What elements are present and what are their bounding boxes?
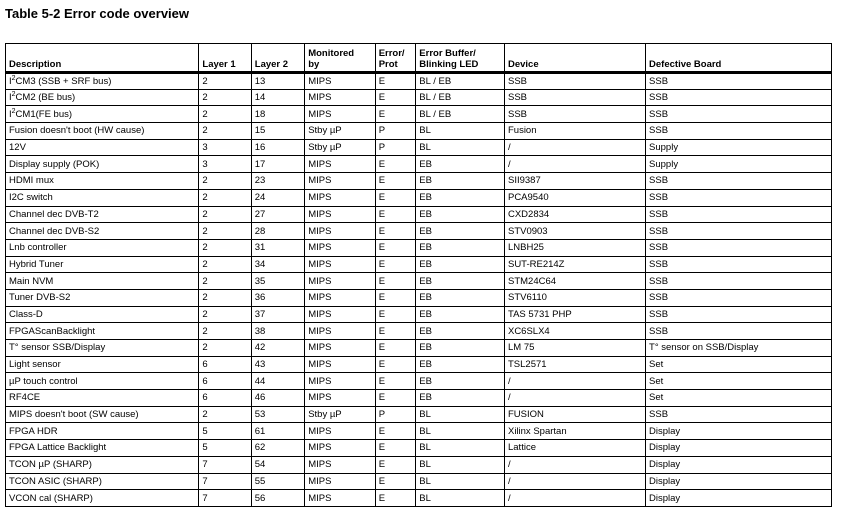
column-header-layer2: Layer 2 [251, 44, 304, 73]
cell-layer2: 34 [251, 256, 304, 273]
cell-error-buffer: EB [416, 256, 505, 273]
cell-layer1: 2 [199, 239, 251, 256]
cell-layer1: 2 [199, 73, 251, 90]
error-code-table [5, 43, 832, 507]
cell-layer2: 15 [251, 123, 304, 140]
cell-description: TCON µP (SHARP) [6, 456, 199, 473]
cell-layer2: 13 [251, 73, 304, 90]
cell-description: $I^2CM1(FE$ bus) [6, 106, 199, 123]
cell-layer2: 31 [251, 239, 304, 256]
cell-device: / [504, 456, 645, 473]
cell-description: RF4CE [6, 390, 199, 407]
cell-error-buffer: EB [416, 323, 505, 340]
cell-description: Tuner DVB-S2 [6, 289, 199, 306]
cell-error-buffer: BL [416, 456, 505, 473]
cell-device: STM24C64 [504, 273, 645, 290]
cell-defective-board: Display [646, 456, 832, 473]
cell-layer1: 2 [199, 273, 251, 290]
cell-monitored-by: MIPS [305, 239, 376, 256]
cell-error-prot: E [375, 73, 416, 90]
cell-error-prot: E [375, 106, 416, 123]
cell-error-buffer: BL / EB [416, 73, 505, 90]
cell-error-prot: E [375, 323, 416, 340]
cell-device: SII9387 [504, 173, 645, 190]
cell-device: LM 75 [504, 340, 645, 357]
cell-error-prot: E [375, 156, 416, 173]
cell-description: HDMI mux [6, 173, 199, 190]
cell-device: SUT-RE214Z [504, 256, 645, 273]
cell-layer2: 17 [251, 156, 304, 173]
table-header [6, 44, 832, 73]
cell-layer1: 2 [199, 306, 251, 323]
cell-layer1: 5 [199, 440, 251, 457]
cell-layer2: 43 [251, 356, 304, 373]
cell-error-prot: P [375, 139, 416, 156]
cell-device: SSB [504, 73, 645, 90]
cell-error-prot: E [375, 273, 416, 290]
cell-description: T° sensor SSB/Display [6, 340, 199, 357]
cell-error-prot: E [375, 373, 416, 390]
cell-layer2: 18 [251, 106, 304, 123]
cell-layer2: 38 [251, 323, 304, 340]
cell-layer2: 36 [251, 289, 304, 306]
cell-defective-board: SSB [646, 273, 832, 290]
cell-layer2: 28 [251, 223, 304, 240]
cell-monitored-by: MIPS [305, 490, 376, 507]
cell-error-buffer: EB [416, 390, 505, 407]
table-row [6, 239, 832, 256]
cell-monitored-by: MIPS [305, 340, 376, 357]
table-body [6, 73, 832, 507]
table-row [6, 106, 832, 123]
cell-monitored-by: Stby µP [305, 406, 376, 423]
header-row [6, 44, 832, 73]
cell-error-prot: E [375, 306, 416, 323]
cell-layer1: 3 [199, 156, 251, 173]
cell-description: VCON cal (SHARP) [6, 490, 199, 507]
cell-description: µP touch control [6, 373, 199, 390]
cell-description: 12V [6, 139, 199, 156]
cell-description: FPGA Lattice Backlight [6, 440, 199, 457]
cell-device: STV0903 [504, 223, 645, 240]
cell-device: CXD2834 [504, 206, 645, 223]
cell-error-prot: E [375, 89, 416, 106]
cell-error-buffer: EB [416, 156, 505, 173]
cell-monitored-by: Stby µP [305, 123, 376, 140]
cell-defective-board: Display [646, 423, 832, 440]
cell-description: TCON ASIC (SHARP) [6, 473, 199, 490]
cell-error-prot: E [375, 289, 416, 306]
cell-layer2: 44 [251, 373, 304, 390]
cell-description: FPGAScanBacklight [6, 323, 199, 340]
cell-layer1: 2 [199, 173, 251, 190]
cell-defective-board: Set [646, 373, 832, 390]
cell-device: SSB [504, 106, 645, 123]
cell-device: LNBH25 [504, 239, 645, 256]
cell-error-buffer: BL [416, 406, 505, 423]
cell-device: SSB [504, 89, 645, 106]
cell-layer1: 2 [199, 223, 251, 240]
cell-layer1: 2 [199, 323, 251, 340]
cell-error-buffer: BL [416, 123, 505, 140]
cell-error-prot: E [375, 440, 416, 457]
cell-device: / [504, 139, 645, 156]
cell-layer2: 61 [251, 423, 304, 440]
table-row [6, 456, 832, 473]
cell-error-prot: E [375, 423, 416, 440]
cell-layer1: 6 [199, 373, 251, 390]
cell-description: Lnb controller [6, 239, 199, 256]
cell-layer2: 54 [251, 456, 304, 473]
cell-layer1: 7 [199, 456, 251, 473]
cell-description: MIPS doesn't boot (SW cause) [6, 406, 199, 423]
cell-description: FPGA HDR [6, 423, 199, 440]
cell-defective-board: Display [646, 490, 832, 507]
cell-layer1: 2 [199, 289, 251, 306]
cell-defective-board: SSB [646, 323, 832, 340]
cell-error-prot: E [375, 356, 416, 373]
cell-layer2: 53 [251, 406, 304, 423]
table-row [6, 423, 832, 440]
cell-layer2: 27 [251, 206, 304, 223]
cell-defective-board: Set [646, 390, 832, 407]
cell-error-prot: E [375, 390, 416, 407]
cell-error-prot: P [375, 123, 416, 140]
table-row [6, 206, 832, 223]
cell-layer2: 35 [251, 273, 304, 290]
cell-defective-board: SSB [646, 223, 832, 240]
cell-device: / [504, 373, 645, 390]
cell-monitored-by: MIPS [305, 173, 376, 190]
cell-error-buffer: EB [416, 289, 505, 306]
cell-description: $I^2CM3$ (SSB + SRF bus) [6, 73, 199, 90]
cell-error-prot: P [375, 406, 416, 423]
cell-monitored-by: MIPS [305, 373, 376, 390]
table-title: Table 5-2 Error code overview [5, 6, 189, 21]
cell-defective-board: SSB [646, 306, 832, 323]
cell-monitored-by: MIPS [305, 89, 376, 106]
cell-defective-board: SSB [646, 73, 832, 90]
cell-error-prot: E [375, 256, 416, 273]
table-row [6, 256, 832, 273]
cell-error-buffer: EB [416, 239, 505, 256]
cell-error-buffer: EB [416, 206, 505, 223]
cell-layer2: 55 [251, 473, 304, 490]
cell-layer1: 2 [199, 106, 251, 123]
cell-layer2: 14 [251, 89, 304, 106]
table-row [6, 406, 832, 423]
table-row [6, 223, 832, 240]
cell-error-buffer: EB [416, 340, 505, 357]
table-row [6, 273, 832, 290]
cell-layer1: 2 [199, 89, 251, 106]
column-header-device: Device [504, 44, 645, 73]
column-header-description: Description [6, 44, 199, 73]
cell-description: Channel dec DVB-T2 [6, 206, 199, 223]
cell-monitored-by: MIPS [305, 189, 376, 206]
cell-layer2: 24 [251, 189, 304, 206]
cell-defective-board: SSB [646, 189, 832, 206]
cell-description: Channel dec DVB-S2 [6, 223, 199, 240]
cell-layer1: 2 [199, 340, 251, 357]
table-row [6, 173, 832, 190]
cell-error-buffer: EB [416, 173, 505, 190]
cell-defective-board: SSB [646, 206, 832, 223]
cell-defective-board: SSB [646, 289, 832, 306]
cell-monitored-by: MIPS [305, 356, 376, 373]
cell-defective-board: Supply [646, 156, 832, 173]
cell-defective-board: T° sensor on SSB/Display [646, 340, 832, 357]
cell-error-buffer: BL [416, 473, 505, 490]
cell-error-prot: E [375, 340, 416, 357]
cell-monitored-by: MIPS [305, 456, 376, 473]
cell-error-prot: E [375, 189, 416, 206]
column-header-monitored-by: Monitored by [305, 44, 376, 73]
cell-layer1: 6 [199, 390, 251, 407]
cell-description: Fusion doesn't boot (HW cause) [6, 123, 199, 140]
table-row [6, 189, 832, 206]
cell-device: STV6110 [504, 289, 645, 306]
cell-description: Hybrid Tuner [6, 256, 199, 273]
cell-error-prot: E [375, 239, 416, 256]
table-row [6, 356, 832, 373]
cell-layer2: 56 [251, 490, 304, 507]
cell-monitored-by: MIPS [305, 440, 376, 457]
column-header-error-buffer: Error Buffer/ Blinking LED [416, 44, 505, 73]
table-row [6, 340, 832, 357]
cell-monitored-by: MIPS [305, 323, 376, 340]
cell-layer1: 7 [199, 473, 251, 490]
cell-monitored-by: Stby µP [305, 139, 376, 156]
cell-defective-board: SSB [646, 89, 832, 106]
table-row [6, 289, 832, 306]
cell-monitored-by: MIPS [305, 273, 376, 290]
cell-device: TSL2571 [504, 356, 645, 373]
cell-error-buffer: BL [416, 440, 505, 457]
cell-layer1: 7 [199, 490, 251, 507]
cell-error-buffer: EB [416, 306, 505, 323]
cell-error-prot: E [375, 206, 416, 223]
cell-device: / [504, 156, 645, 173]
cell-monitored-by: MIPS [305, 256, 376, 273]
cell-layer2: 62 [251, 440, 304, 457]
cell-layer1: 5 [199, 423, 251, 440]
cell-error-prot: E [375, 223, 416, 240]
column-header-error-prot: Error/ Prot [375, 44, 416, 73]
cell-device: Lattice [504, 440, 645, 457]
cell-error-buffer: EB [416, 189, 505, 206]
cell-layer1: 3 [199, 139, 251, 156]
table-row [6, 306, 832, 323]
cell-error-prot: E [375, 473, 416, 490]
cell-layer2: 16 [251, 139, 304, 156]
cell-layer2: 46 [251, 390, 304, 407]
cell-monitored-by: MIPS [305, 473, 376, 490]
cell-description: I2C switch [6, 189, 199, 206]
table-row [6, 390, 832, 407]
cell-device: FUSION [504, 406, 645, 423]
cell-monitored-by: MIPS [305, 306, 376, 323]
column-header-defective-board: Defective Board [646, 44, 832, 73]
cell-device: / [504, 390, 645, 407]
cell-error-buffer: BL / EB [416, 89, 505, 106]
cell-device: TAS 5731 PHP [504, 306, 645, 323]
cell-layer1: 2 [199, 189, 251, 206]
cell-monitored-by: MIPS [305, 73, 376, 90]
cell-defective-board: Supply [646, 139, 832, 156]
cell-description: Class-D [6, 306, 199, 323]
cell-device: / [504, 490, 645, 507]
cell-device: / [504, 473, 645, 490]
cell-layer1: 6 [199, 356, 251, 373]
cell-defective-board: SSB [646, 256, 832, 273]
cell-error-buffer: BL / EB [416, 106, 505, 123]
cell-description: Light sensor [6, 356, 199, 373]
cell-layer2: 42 [251, 340, 304, 357]
cell-layer1: 2 [199, 256, 251, 273]
cell-defective-board: Display [646, 473, 832, 490]
cell-defective-board: SSB [646, 106, 832, 123]
cell-device: XC6SLX4 [504, 323, 645, 340]
cell-device: Fusion [504, 123, 645, 140]
cell-error-prot: E [375, 173, 416, 190]
cell-description: $I^2CM2$ (BE bus) [6, 89, 199, 106]
cell-description: Main NVM [6, 273, 199, 290]
cell-error-buffer: EB [416, 273, 505, 290]
cell-error-buffer: EB [416, 373, 505, 390]
cell-monitored-by: MIPS [305, 223, 376, 240]
cell-defective-board: SSB [646, 173, 832, 190]
cell-error-buffer: BL [416, 423, 505, 440]
cell-error-buffer: BL [416, 139, 505, 156]
cell-description: Display supply (POK) [6, 156, 199, 173]
cell-layer2: 23 [251, 173, 304, 190]
cell-monitored-by: MIPS [305, 106, 376, 123]
column-header-layer1: Layer 1 [199, 44, 251, 73]
cell-defective-board: SSB [646, 406, 832, 423]
cell-layer1: 2 [199, 206, 251, 223]
table-row [6, 89, 832, 106]
table-row [6, 139, 832, 156]
cell-device: Xilinx Spartan [504, 423, 645, 440]
table-row [6, 73, 832, 90]
table-row [6, 440, 832, 457]
cell-defective-board: Display [646, 440, 832, 457]
cell-error-prot: E [375, 456, 416, 473]
cell-layer1: 2 [199, 123, 251, 140]
cell-monitored-by: MIPS [305, 289, 376, 306]
cell-error-buffer: BL [416, 490, 505, 507]
cell-error-prot: E [375, 490, 416, 507]
cell-monitored-by: MIPS [305, 206, 376, 223]
cell-monitored-by: MIPS [305, 390, 376, 407]
cell-device: PCA9540 [504, 189, 645, 206]
table-row [6, 156, 832, 173]
table-row [6, 473, 832, 490]
cell-monitored-by: MIPS [305, 423, 376, 440]
cell-defective-board: Set [646, 356, 832, 373]
cell-layer1: 2 [199, 406, 251, 423]
table-row [6, 490, 832, 507]
cell-monitored-by: MIPS [305, 156, 376, 173]
table-row [6, 123, 832, 140]
table-row [6, 323, 832, 340]
cell-layer2: 37 [251, 306, 304, 323]
table-row [6, 373, 832, 390]
cell-defective-board: SSB [646, 239, 832, 256]
cell-defective-board: SSB [646, 123, 832, 140]
cell-error-buffer: EB [416, 356, 505, 373]
cell-error-buffer: EB [416, 223, 505, 240]
